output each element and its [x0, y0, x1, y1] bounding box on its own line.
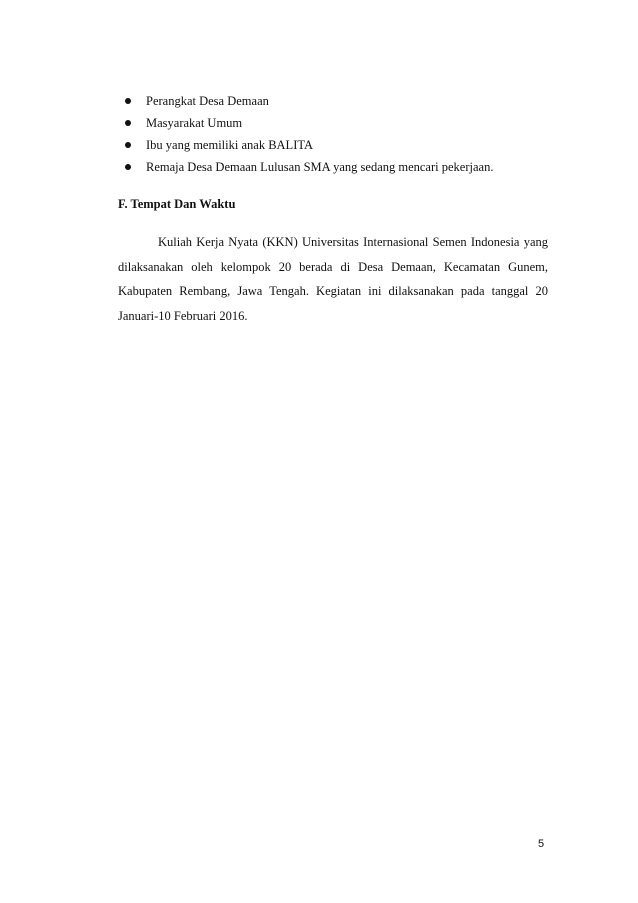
list-item [124, 90, 544, 112]
bullet-icon [125, 164, 131, 170]
bullet-list [124, 90, 544, 178]
list-item-text: Perangkat Desa Demaan [146, 94, 269, 108]
list-item-text: Ibu yang memiliki anak BALITA [146, 138, 314, 152]
bullet-icon [125, 120, 131, 126]
list-item [124, 156, 544, 178]
list-item-text: Remaja Desa Demaan Lulusan SMA yang sedang mencari pekerjaan. [146, 160, 494, 174]
list-item [124, 134, 544, 156]
bullet-icon [125, 142, 131, 148]
page-number: 5 [538, 838, 545, 850]
section-heading: F. Tempat Dan Waktu [118, 197, 236, 211]
list-item [124, 112, 544, 134]
body-paragraph: Kuliah Kerja Nyata (KKN) Universitas Internasional Semen Indonesia yang dilaksanakan oleh kelompok 20 berada di Desa Demaan, Kecamatan Gunem, Kabupaten Rembang, Jawa Tengah. Kegiatan ini dilaksanakan pada tanggal 20 Januari-10 Februari 2016. [118, 235, 548, 323]
bullet-icon [125, 98, 131, 104]
list-item-text: Masyarakat Umum [146, 116, 243, 130]
